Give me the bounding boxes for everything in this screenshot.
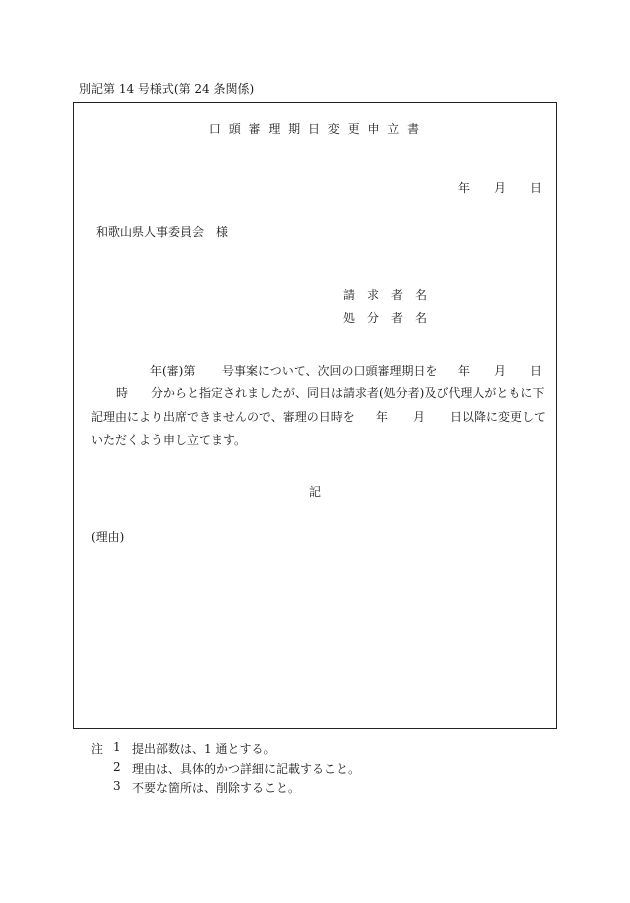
date-month-label: 月: [494, 181, 507, 195]
body-line3-a: 記理由により出席できませんので、審理の日時を: [91, 410, 355, 424]
body-line2-b: 分からと指定されましたが、同日は請求者(処分者)及び代理人がともに下: [151, 386, 545, 400]
ki-label: 記: [308, 485, 321, 499]
note-text: 提出部数は、1 通とする。: [132, 742, 276, 756]
body-line2-a: 時: [116, 386, 129, 400]
body-line1-a: 年(審)第: [150, 364, 196, 378]
applicant-name-label: 請 求 者 名: [343, 288, 428, 302]
body-line1-d: 月: [494, 364, 507, 378]
date-day-label: 日: [530, 181, 543, 195]
body-line1-e: 日: [530, 364, 543, 378]
notes-prefix: 注: [91, 742, 104, 756]
note-text: 不要な箇所は、削除すること。: [132, 781, 301, 795]
form-number: 別記第 14 号様式(第 24 条関係): [79, 82, 255, 96]
note-text: 理由は、具体的かつ詳細に記載すること。: [132, 762, 361, 776]
body-line3-c: 月: [413, 410, 426, 424]
date-year-label: 年: [458, 181, 471, 195]
body-line3-b: 年: [376, 410, 389, 424]
respondent-name-label: 処 分 者 名: [343, 311, 428, 325]
note-number: 1: [113, 740, 121, 754]
note-number: 2: [113, 760, 121, 774]
note-number: 3: [113, 779, 121, 793]
addressee: 和歌山県人事委員会 様: [96, 225, 229, 239]
document-title: 口 頭 審 理 期 日 変 更 申 立 書: [208, 122, 422, 136]
body-line3-d: 日以降に変更して: [450, 410, 547, 424]
body-line1-c: 年: [458, 364, 471, 378]
body-line4: いただくよう申し立てます。: [91, 433, 247, 447]
body-line1-b: 号事案について、次回の口頭審理期日を: [222, 364, 438, 378]
reason-label: (理由): [91, 530, 125, 544]
